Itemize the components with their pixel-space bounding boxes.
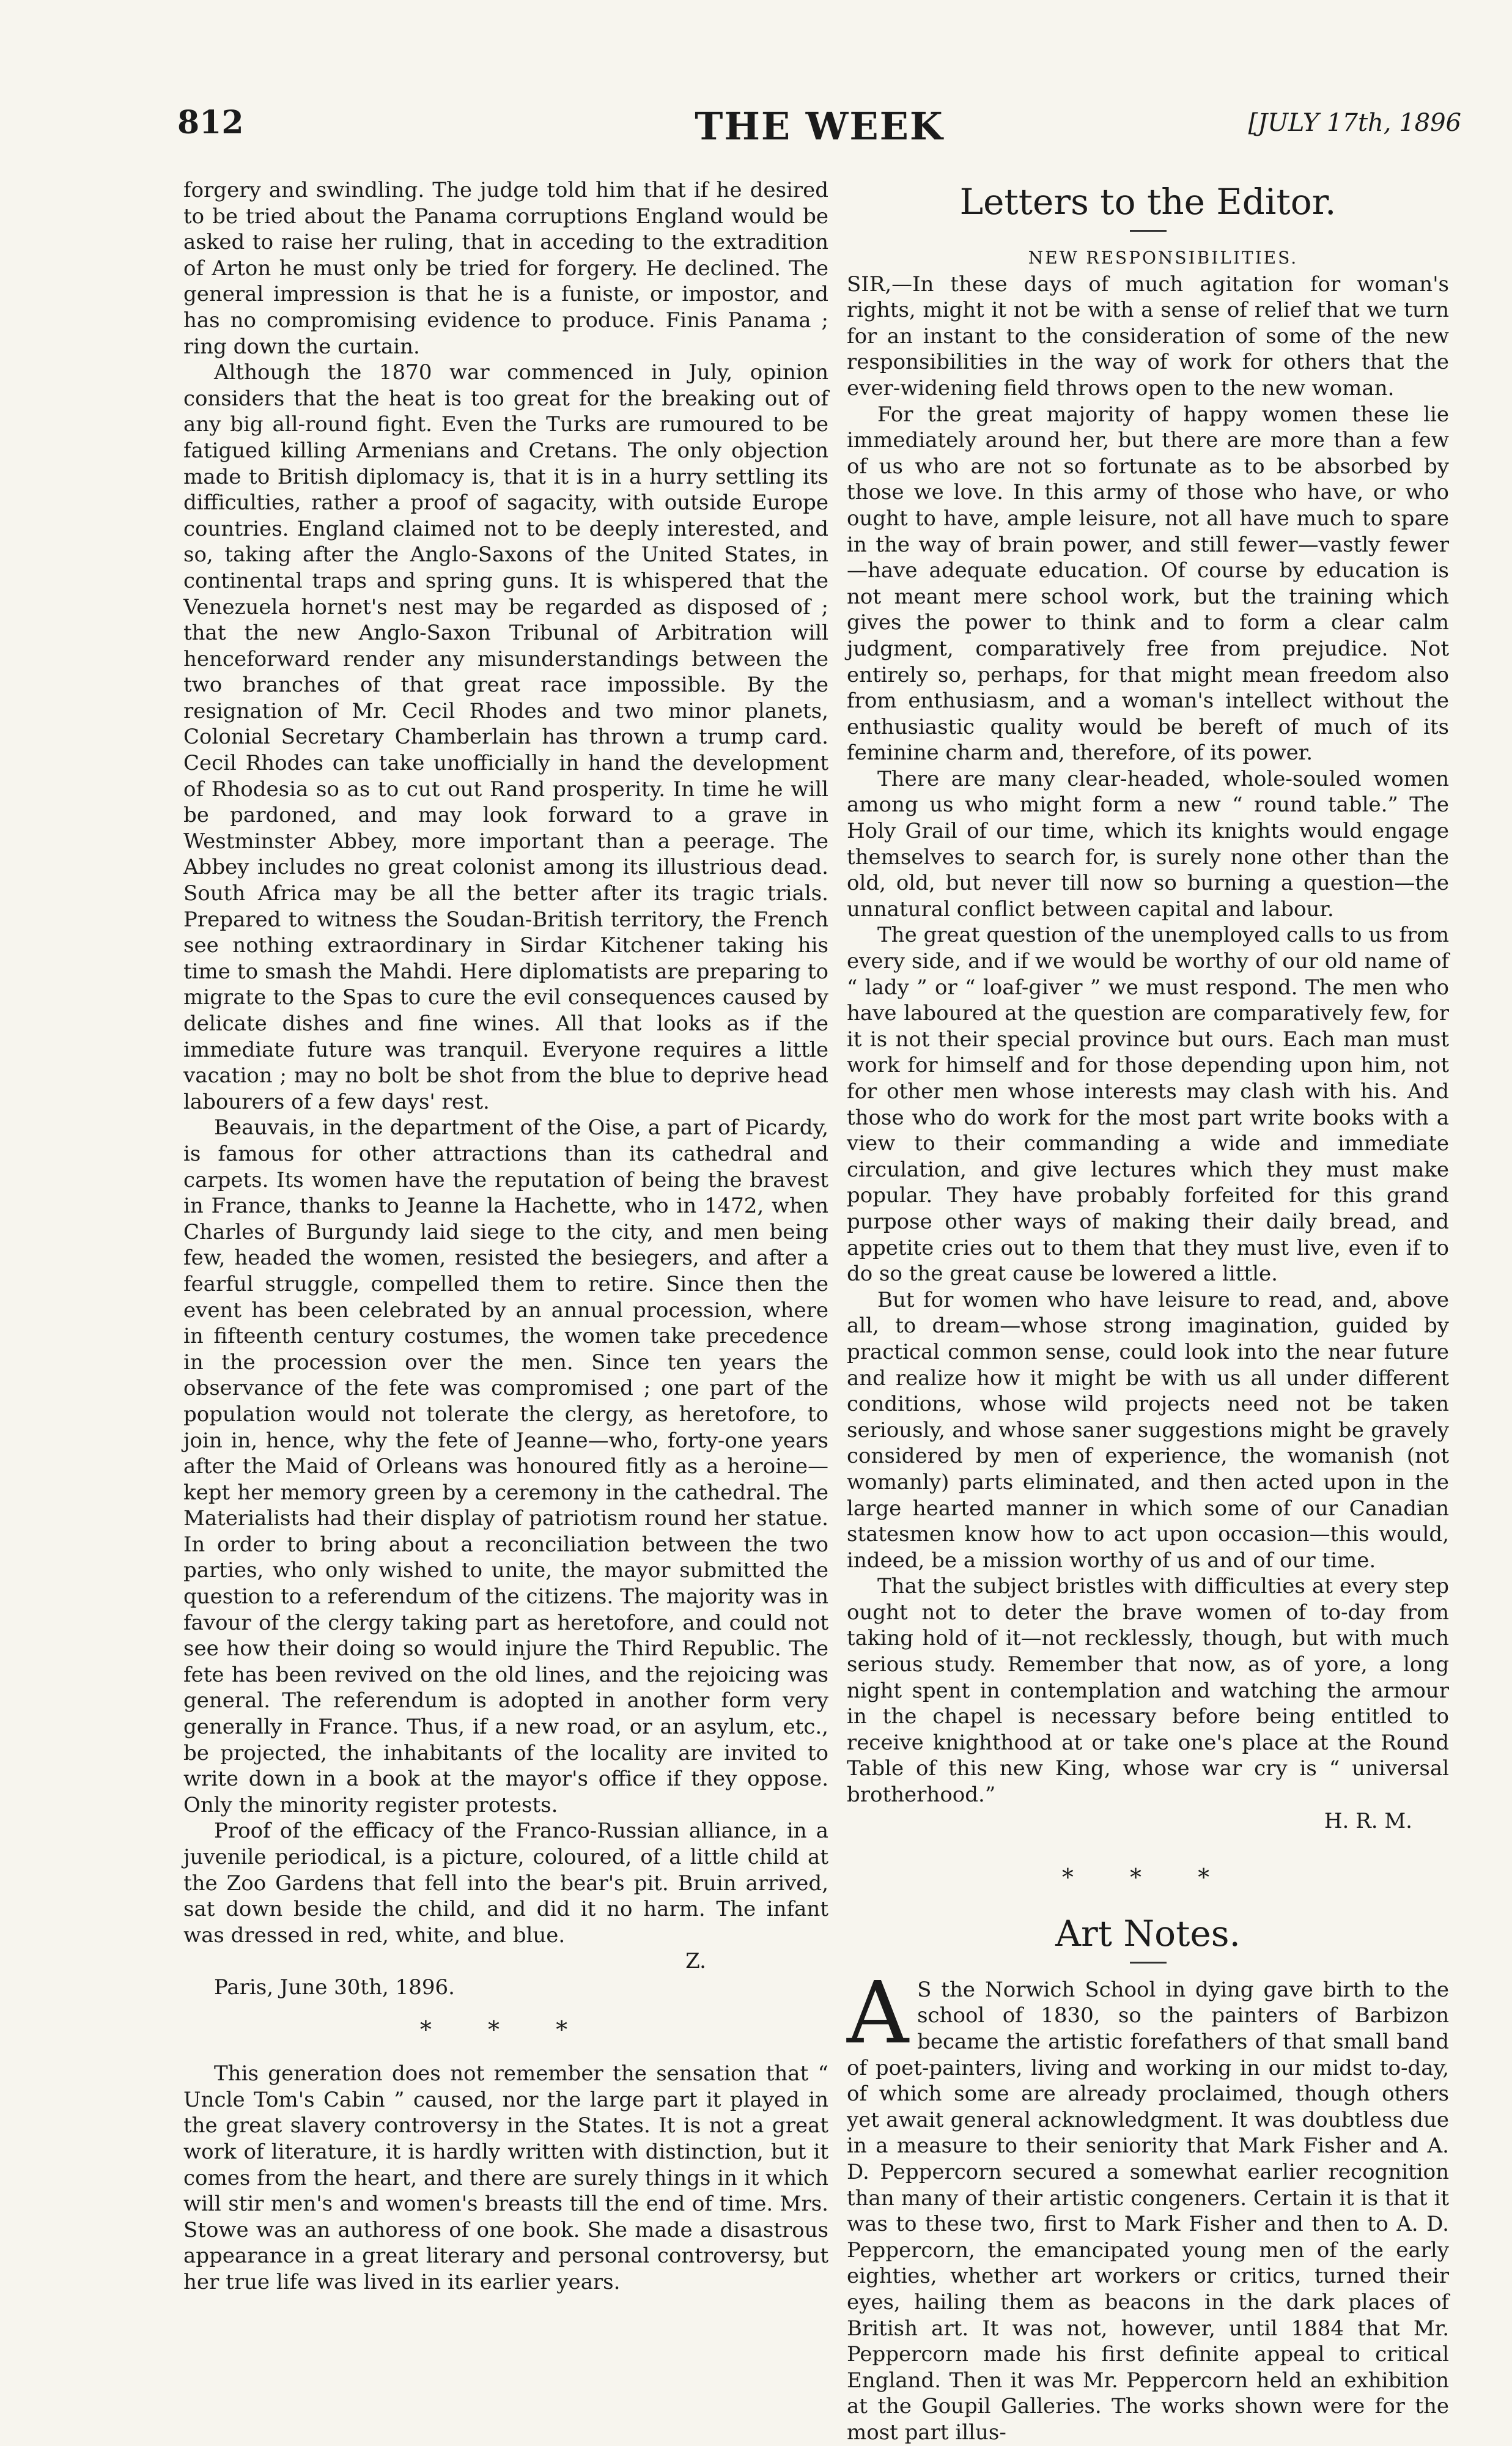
letter-paragraph: There are many clear-headed, whole-souled women among us who might form a new “ round table.” The Holy Grail of our time, which its knights would engage themselves to search for, is surely none other than the old, old, but never till now so burning a question—the unnatural conflict between capital and labour. [847,766,1449,922]
title-rule [1130,230,1167,232]
issue-date: [JULY 17th, 1896 [1248,109,1461,137]
left-column [183,177,828,2296]
paragraph: forgery and swindling. The judge told him that if he desired to be tried about the Panama corruptions England would be asked to raise her ruling, that in acceding to the extradition of Arton he must only be tried for forgery. He declined. The general impression is that he is a funiste, or impostor, and has no compromising evidence to produce. Finis Panama ; ring down the curtain. [183,178,828,359]
dateline: Paris, June 30th, 1896. [214,1975,455,2000]
drop-cap: A [847,1963,909,2063]
paragraph: Beauvais, in the department of the Oise, a part of Picardy, is famous for other attractions than its cathedral and carpets. Its women have the reputation of being the bravest in France, thanks to Jeanne la Hachette, who in 1472, when Charles of Burgundy laid siege to the city, and men being few, headed the women, resisted the besiegers, and after a fearful struggle, compelled them to retire. Since then the event has been celebrated by an annual procession, where in fifteenth century costumes, the women take precedence in the procession over the men. Since ten years the observance of the fete was compromised ; one part of the population would not tolerate the clergy, as heretofore, to join in, hence, why the fete of Jeanne—who, forty-one years after the Maid of Orleans was honoured fitly as a heroine—kept her memory green by a ceremony in the cathedral. The Materialists had their display of patriotism round her statue. In order to bring about a reconciliation between the two parties, who only wished to unite, the mayor submitted the question to a referendum of the citizens. The majority was in favour of the clergy taking part as heretofore, and could not see how their doing so would injure the Third Republic. The fete has been revived on the old lines, and the rejoicing was general. The referendum is adopted in another form very generally in France. Thus, if a new road, or an asylum, etc., be projected, the inhabitants of the locality are invited to write down in a book at the mayor's office if they oppose. Only the minority register protests. [183,1115,828,1817]
correspondent-signature: Z. [685,1949,706,1974]
letter-paragraph: The great question of the unemployed calls to us from every side, and if we would be worthy of our old name of “ lady ” or “ loaf-giver ” we must respond. The men who have laboured at the question are comparatively few, for it is not their special province but ours. Each man must work for himself and for those depending upon him, not for other men whose interests may clash with his. And those who do work for the most part write books with a view to their commanding a wide and immediate circulation, and give lectures which they must make popular. They have probably forfeited for this grand purpose other ways of making their daily bread, and appetite cries out to them that they must live, even if to do so the great cause be lowered a little. [847,923,1449,1287]
letters-section-title: Letters to the Editor. [959,181,1337,223]
letter-signature: H. R. M. [1324,1808,1412,1833]
paragraph: This generation does not remember the sensation that “ Uncle Tom's Cabin ” caused, nor the large part it played in the great slavery controversy in the States. It is not a great work of literature, it is hardly written with distinction, but it comes from the heart, and there are surely things in it which will stir men's and women's breasts till the end of time. Mrs. Stowe was an authoress of one book. She made a disastrous appearance in a great literary and personal controversy, but her true life was lived in its earlier years. [183,2061,828,2294]
letter-paragraph: SIR,—In these days of much agitation for woman's rights, might it not be with a sense of relief that we turn for an instant to the consideration of some of the new responsibilities in the way of work for others that the ever-widening field throws open to the new woman. [847,272,1449,401]
letter-paragraph: That the subject bristles with difficulties at every step ought not to deter the brave women of to-day from taking hold of it—not recklessly, though, but with much serious study. Remember that now, as of yore, a long night spent in contemplation and watching the armour in the chapel is necessary before being entitled to receive knighthood at or take one's place at the Round Table of this new King, whose war cry is “ universal brotherhood.” [847,1574,1449,1808]
section-separator: * * * [1061,1864,1234,1891]
art-notes-title: Art Notes. [1055,1912,1241,1954]
journal-title: THE WEEK [695,104,944,149]
paragraph: Although the 1870 war commenced in July, opinion considers that the heat is too great for the breaking out of any big all-round fight. Even the Turks are rumoured to be fatigued killing Armenians and Cretans. The only objection made to British diplomacy is, that it is in a hurry settling its difficulties, rather a proof of sagacity, with outside Europe countries. England claimed not to be deeply interested, and so, taking after the Anglo-Saxons of the United States, in continental traps and spring guns. It is whispered that the Venezuela hornet's nest may be regarded as disposed of ; that the new Anglo-Saxon Tribunal of Arbitration will henceforward render any misunderstandings between the two branches of that great race impossible. By the resignation of Mr. Cecil Rhodes and two minor planets, Colonial Secretary Chamberlain has thrown a trump card. Cecil Rhodes can take unofficially in hand the development of Rhodesia so as to cut out Rand prosperity. In time he will be pardoned, and may look forward to a grave in Westminster Abbey, more important than a peerage. The Abbey includes no great colonist among its illustrious dead. South Africa may be all the better after its tragic trials. Prepared to witness the Soudan-British territory, the French see nothing extraordinary in Sirdar Kitchener taking his time to smash the Mahdi. Here diplomatists are preparing to migrate to the Spas to cure the evil consequences caused by delicate dishes and fine wines. All that looks as if the immediate future was tranquil. Everyone requires a little vacation ; may no bolt be shot from the blue to deprive head labourers of a few days' rest. [183,360,828,1114]
art-paragraph-text: S the Norwich School in dying gave birth to the school of 1830, so the painters of Barbizon became the artistic forefathers of that small band of poet-painters, living and working in our midst to-day, of which some are already proclaimed, though others yet await general acknowledgment. It was doubtless due in a measure to their seniority that Mark Fisher and A. D. Peppercorn secured a somewhat earlier recognition than many of their artistic congeners. Certain it is that it was to these two, first to Mark Fisher and then to A. D. Peppercorn, the emancipated young men of the early eighties, whether art workers or critics, turned their eyes, hailing them as beacons in the dark places of British art. It was not, however, until 1884 that Mr. Peppercorn made his first definite appeal to critical England. Then it was Mr. Peppercorn held an exhibition at the Goupil Galleries. The works shown were for the most part illus- [847,1977,1449,2445]
art-paragraph [847,1963,1449,2446]
letter-paragraph: For the great majority of happy women these lie immediately around her, but there are more than a few of us who are not so fortunate as to be absorbed by those we love. In this army of those who have, or who ought to have, ample leisure, not all have much to spare in the way of brain power, and still fewer—vastly fewer—have adequate education. Of course by education is not meant mere school work, but the training which gives the power to think and to form a clear calm judgment, comparatively free from prejudice. Not entirely so, perhaps, for that might mean freedom also from enthusiasm, and a woman's intellect without the enthusiastic quality would be bereft of much of its feminine charm and, therefore, of its power. [847,402,1449,766]
letter-paragraph: But for women who have leisure to read, and, above all, to dream—whose strong imagination, guided by practical common sense, could look into the near future and realize how it might be with us all under different conditions, whose wild projects need not be taken seriously, and whose saner suggestions might be gravely considered by men of experience, the womanish (not womanly) parts eliminated, and then acted upon in the large hearted manner in which some of our Canadian statesmen know how to act upon occasion—this would, indeed, be a mission worthy of us and of our time. [847,1287,1449,1573]
paragraph: Proof of the efficacy of the Franco-Russian alliance, in a juvenile periodical, is a picture, coloured, of a little child at the Zoo Gardens that fell into the bear's pit. Bruin arrived, sat down beside the child, and did it no harm. The infant was dressed in red, white, and blue. [183,1819,828,1948]
right-column [847,177,1449,2446]
page-number: 812 [177,104,244,141]
section-separator: * * * [419,2016,592,2043]
title-rule [1130,1962,1167,1964]
running-head [177,104,1461,153]
letter-subhead: NEW RESPONSIBILITIES. [1028,248,1299,268]
